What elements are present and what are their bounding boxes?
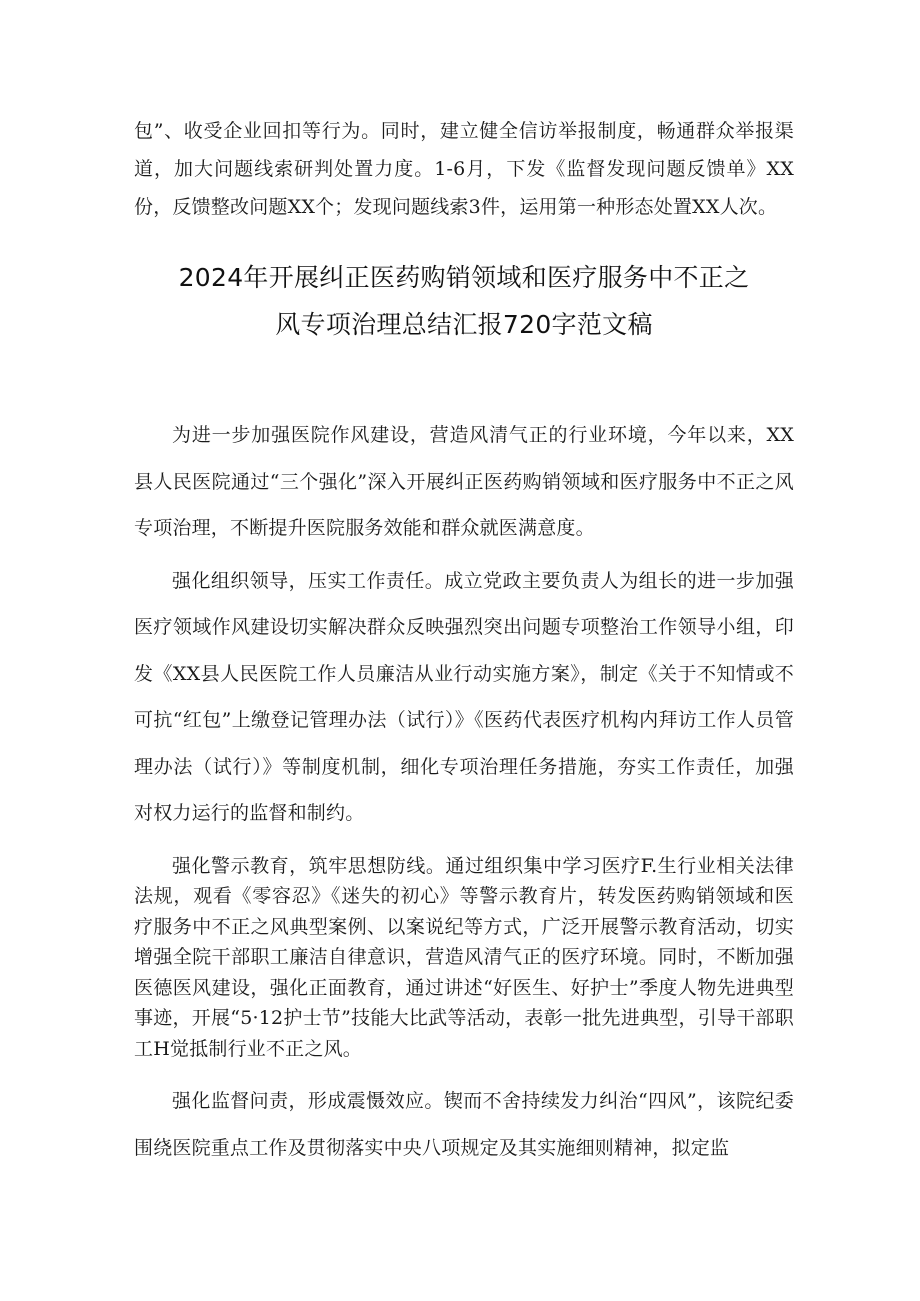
body-paragraph-education: 强化警示教育，筑牢思想防线。通过组织集中学习医疗F.生行业相关法律法规，观看《零容忍》《迷失的初心》等警示教育片，转发医药购销领域和医疗服务中不正之风典型案例、以案说纪等方式，广泛开展警示教育活动，切实增强全院干部职工廉洁自律意识，营造风清气正的医疗环境。同时，不断加强医德医风建设，强化正面教育，通过讲述“好医生、好护士”季度人物先进典型事迹，开展“5·12护士节”技能大比武等活动，表彰一批先进典型，引导干部职工H觉抵制行业不正之风。 xyxy=(134,854,794,1060)
document-title xyxy=(116,226,812,412)
body-paragraph-organization: 强化组织领导，压实工作责任。成立党政主要负责人为组长的进一步加强医疗领域作风建设切实解决群众反映强烈突出问题专项整治工作领导小组，印发《XX县人民医院工作人员廉洁从业行动实施方案》，制定《关于不知情或不可抗“红包”上缴登记管理办法（试行）》《医药代表医疗机构内拜访工作人员管理办法（试行）》等制度机制，细化专项治理任务措施，夯实工作责任，加强对权力运行的监督和制约。 xyxy=(134,569,794,824)
title-line-2: 风专项治理总结汇报720字范文稿 xyxy=(275,310,653,339)
body-paragraph-supervision: 强化监督问责，形成震慑效应。锲而不舍持续发力纠治“四风”，该院纪委围绕医院重点工作及贯彻落实中央八项规定及其实施细则精神，拟定监 xyxy=(134,1090,794,1159)
body-paragraph-intro: 为进一步加强医院作风建设，营造风清气正的行业环境，今年以来，XX县人民医院通过“三个强化”深入开展纠正医药购销领域和医疗服务中不正之风专项治理，不断提升医院服务效能和群众就医满意度。 xyxy=(134,424,794,539)
title-line-1: 2024年开展纠正医药购销领域和医疗服务中不正之 xyxy=(178,263,750,292)
intro-paragraph: 包”、收受企业回扣等行为。同时，建立健全信访举报制度，畅通群众举报渠道，加大问题线索研判处置力度。1-6月，下发《监督发现问题反馈单》XX份，反馈整改问题XX个；发现问题线索3件，运用第一种形态处置XX人次。 xyxy=(134,120,794,218)
